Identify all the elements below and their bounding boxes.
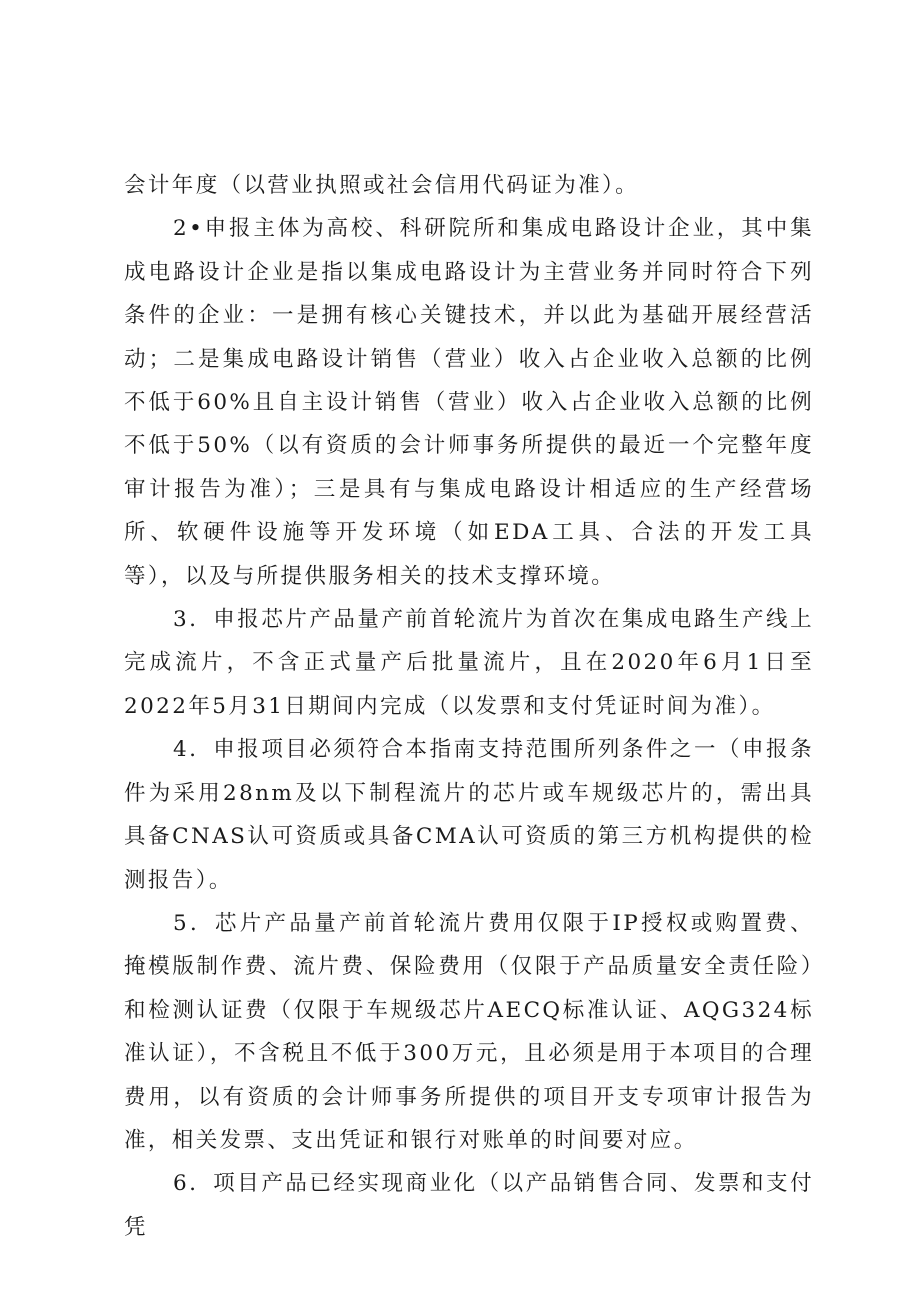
paragraph-text: 4．申报项目必须符合本指南支持范围所列条件之一（申报条件为采用28nm及以下制程流片的芯片或车规级芯片的，需出具具备CNAS认可资质或具备CMA认可资质的第三方机构提供的检测报告）。 bbox=[124, 737, 814, 893]
paragraph-continuation bbox=[124, 164, 814, 207]
paragraph-text: 2•申报主体为高校、科研院所和集成电路设计企业，其中集成电路设计企业是指以集成电路设计为主营业务并同时符合下列条件的企业：一是拥有核心关键技术，并以此为基础开展经营活动；二是集成电路设计销售（营业）收入占企业收入总额的比例不低于60%且自主设计销售（营业）收入占企业收入总额的比例不低于50%（以有资质的会计师事务所提供的最近一个完整年度审计报告为准）；三是具有与集成电路设计相适应的生产经营场所、软硬件设施等开发环境（如EDA工具、合法的开发工具等），以及与所提供服务相关的技术支撑环境。 bbox=[124, 216, 814, 589]
paragraph-text: 会计年度（以营业执照或社会信用代码证为准）。 bbox=[124, 173, 640, 198]
paragraph-item-4 bbox=[124, 728, 814, 902]
paragraph-item-6 bbox=[124, 1162, 814, 1249]
paragraph-item-3 bbox=[124, 598, 814, 728]
paragraph-text: 5．芯片产品量产前首轮流片费用仅限于IP授权或购置费、掩模版制作费、流片费、保险费用（仅限于产品质量安全责任险）和检测认证费（仅限于车规级芯片AECQ标准认证、AQG324标准认证），不含税且不低于300万元，且必须是用于本项目的合理费用，以有资质的会计师事务所提供的项目开支专项审计报告为准，相关发票、支出凭证和银行对账单的时间要对应。 bbox=[124, 910, 814, 1153]
paragraph-item-5 bbox=[124, 902, 814, 1162]
paragraph-text: 6．项目产品已经实现商业化（以产品销售合同、发票和支付凭 bbox=[124, 1171, 814, 1240]
document-body bbox=[124, 164, 814, 1249]
paragraph-item-2 bbox=[124, 207, 814, 598]
paragraph-text: 3．申报芯片产品量产前首轮流片为首次在集成电路生产线上完成流片，不含正式量产后批量流片，且在2020年6月1日至2022年5月31日期间内完成（以发票和支付凭证时间为准）。 bbox=[124, 607, 814, 719]
